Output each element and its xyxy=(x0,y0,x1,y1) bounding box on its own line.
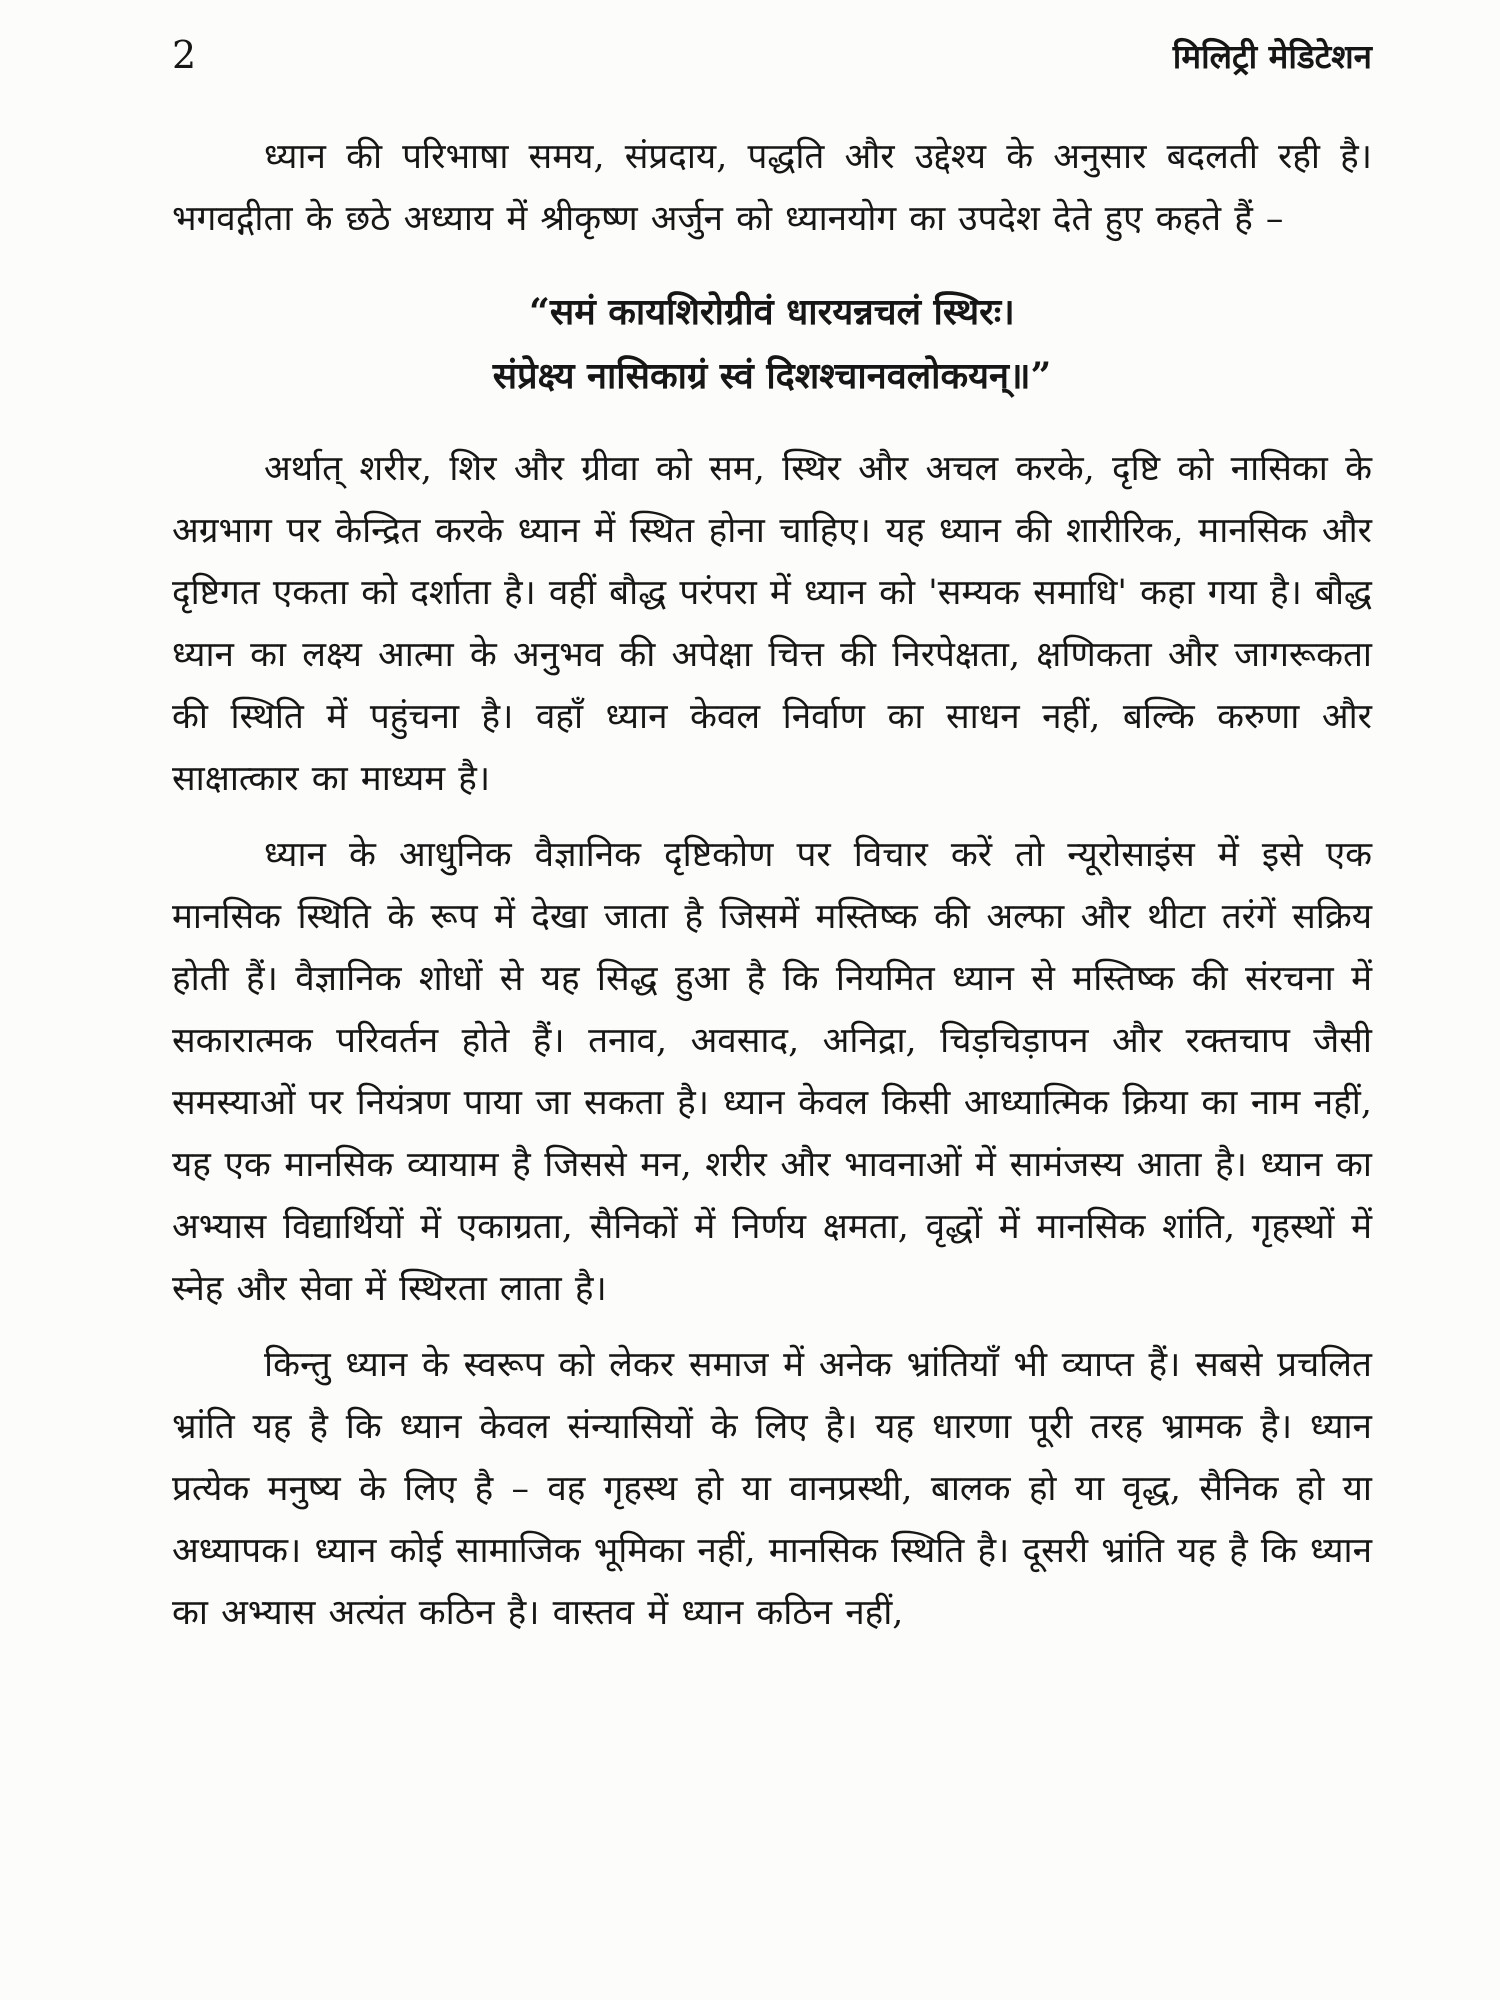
shloka-line-1: “समं कायशिरोग्रीवं धारयन्नचलं स्थिरः। xyxy=(529,291,1015,333)
page-body xyxy=(172,126,1372,1644)
paragraph-science: ध्यान के आधुनिक वैज्ञानिक दृष्टिकोण पर विचार करें तो न्यूरोसाइंस में इसे एक मानसिक स्थिति के रूप में देखा जाता है जिसमें मस्तिष्क की अल्फा और थीटा तरंगें सक्रिय होती हैं। वैज्ञानिक शोधों से यह सिद्ध हुआ है कि नियमित ध्यान से मस्तिष्क की संरचना में सकारात्मक परिवर्तन होते हैं। तनाव, अवसाद, अनिद्रा, चिड़चिड़ापन और रक्तचाप जैसी समस्याओं पर नियंत्रण पाया जा सकता है। ध्यान केवल किसी आध्यात्मिक क्रिया का नाम नहीं, यह एक मानसिक व्यायाम है जिससे मन, शरीर और भावनाओं में सामंजस्य आता है। ध्यान का अभ्यास विद्यार्थियों में एकाग्रता, सैनिकों में निर्णय क्षमता, वृद्धों में मानसिक शांति, गृहस्थों में स्नेह और सेवा में स्थिरता लाता है। xyxy=(172,835,1372,1309)
running-header-title: मिलिट्री मेडिटेशन xyxy=(1172,37,1372,76)
paragraph-intro: ध्यान की परिभाषा समय, संप्रदाय, पद्धति और उद्देश्य के अनुसार बदलती रही है। भगवद्गीता के छठे अध्याय में श्रीकृष्ण अर्जुन को ध्यानयोग का उपदेश देते हुए कहते हैं – xyxy=(172,137,1372,239)
paragraph-misconceptions: किन्तु ध्यान के स्वरूप को लेकर समाज में अनेक भ्रांतियाँ भी व्याप्त हैं। सबसे प्रचलित भ्रांति यह है कि ध्यान केवल संन्यासियों के लिए है। यह धारणा पूरी तरह भ्रामक है। ध्यान प्रत्येक मनुष्य के लिए है – वह गृहस्थ हो या वानप्रस्थी, बालक हो या वृद्ध, सैनिक हो या अध्यापक। ध्यान कोई सामाजिक भूमिका नहीं, मानसिक स्थिति है। दूसरी भ्रांति यह है कि ध्यान का अभ्यास अत्यंत कठिन है। वास्तव में ध्यान कठिन नहीं, xyxy=(172,1345,1372,1633)
running-header xyxy=(172,33,1372,77)
page-number: 2 xyxy=(172,33,197,77)
shloka-line-2: संप्रेक्ष्य नासिकाग्रं स्वं दिशश्चानवलोकयन्॥” xyxy=(492,355,1052,397)
shloka-quote xyxy=(172,280,1372,408)
paragraph-meaning: अर्थात् शरीर, शिर और ग्रीवा को सम, स्थिर और अचल करके, दृष्टि को नासिका के अग्रभाग पर केन्द्रित करके ध्यान में स्थित होना चाहिए। यह ध्यान की शारीरिक, मानसिक और दृष्टिगत एकता को दर्शाता है। वहीं बौद्ध परंपरा में ध्यान को 'सम्यक समाधि' कहा गया है। बौद्ध ध्यान का लक्ष्य आत्मा के अनुभव की अपेक्षा चित्त की निरपेक्षता, क्षणिकता और जागरूकता की स्थिति में पहुंचना है। वहाँ ध्यान केवल निर्वाण का साधन नहीं, बल्कि करुणा और साक्षात्कार का माध्यम है। xyxy=(172,449,1372,799)
